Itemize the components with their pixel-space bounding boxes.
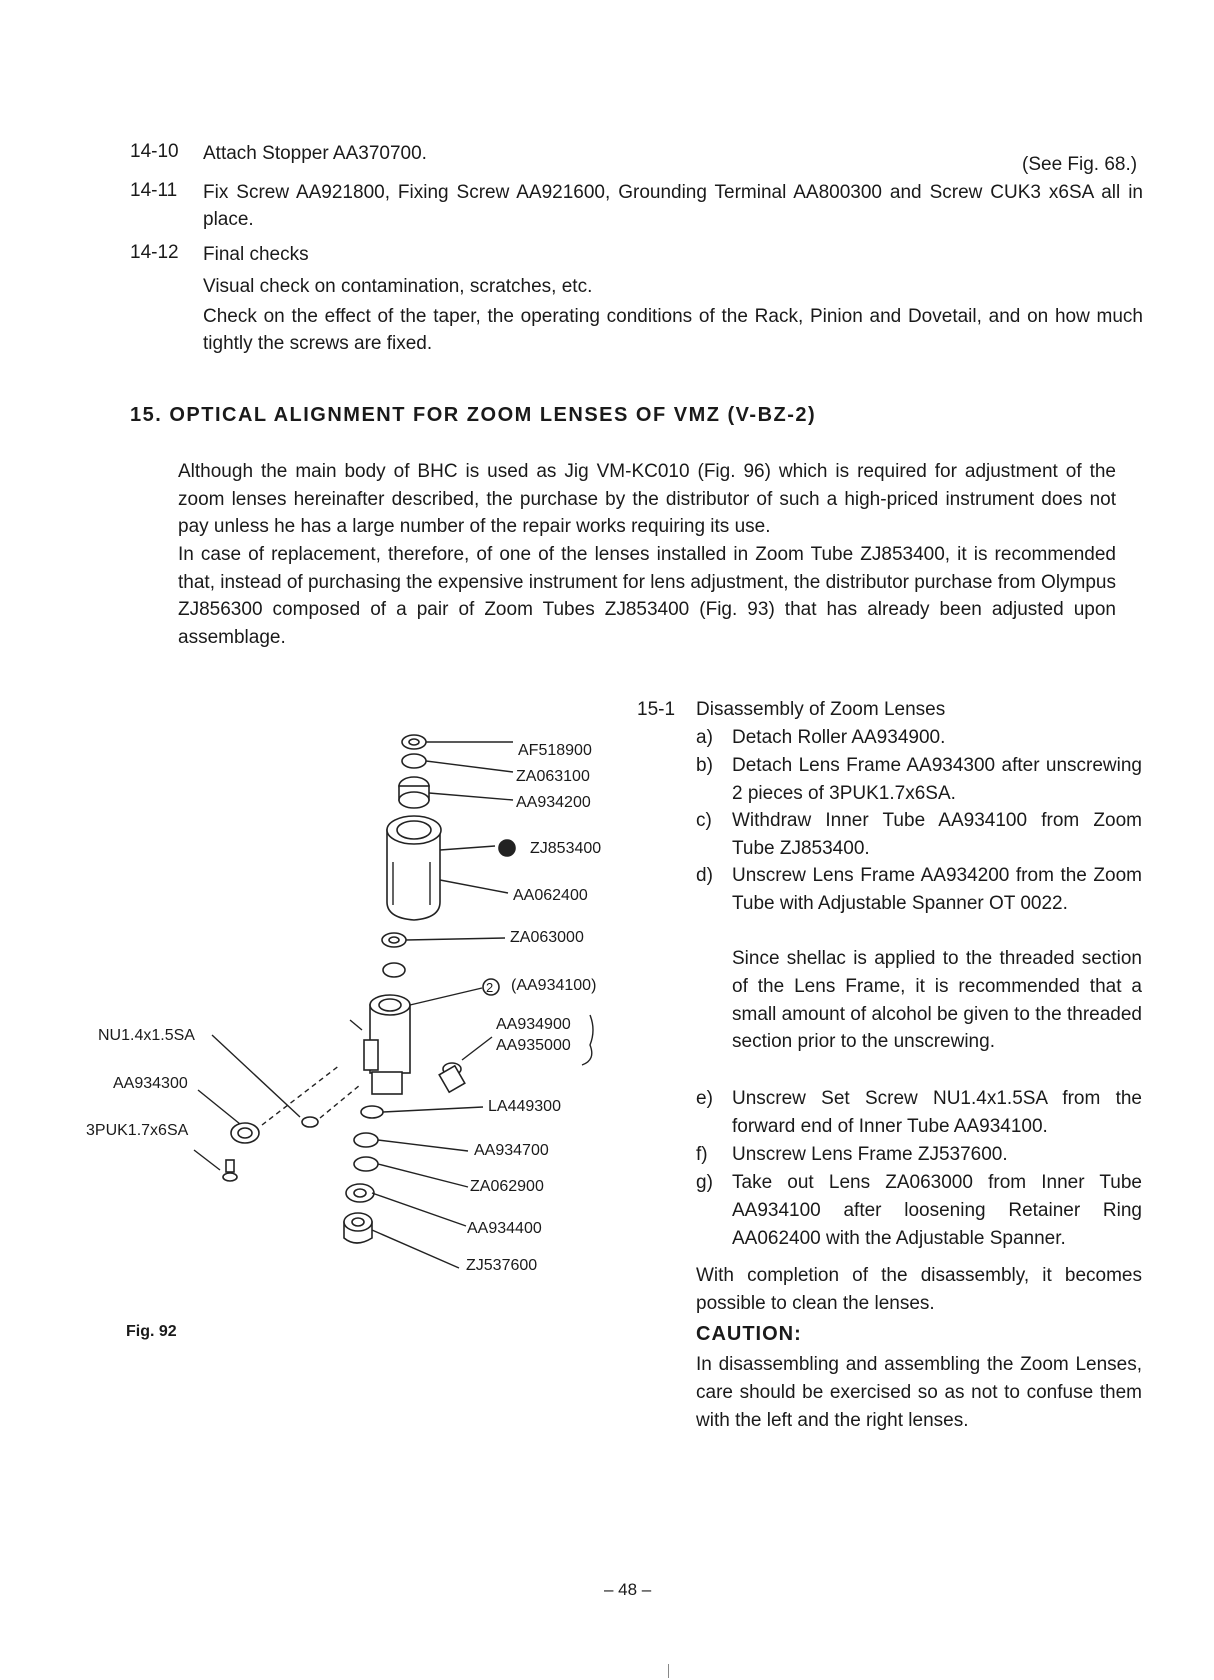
step-line: Check on the effect of the taper, the operating conditions of the Rack, Pinion and Dovetail, and on how much tightly the screws are fixed. — [203, 306, 1143, 354]
step-number: 14-12 — [130, 242, 179, 263]
part-label: ZA063000 — [510, 929, 584, 946]
step-text: Attach Stopper AA370700. — [203, 143, 427, 164]
part-label: (AA934100) — [511, 977, 597, 994]
item-letter: f) — [696, 1144, 708, 1165]
figure-reference: (See Fig. 68.) — [1022, 154, 1138, 175]
section-paragraph: In case of replacement, therefore, of one of the lenses installed in Zoom Tube ZJ853400, it is recommended that, instead of purchasing the expensive instrument for lens adjustment, the distributor purchase from Olympus ZJ856300 composed of a pair of Zoom Tubes ZJ853400 (Fig. 93) that has already been adjusted upon assemblage. — [178, 544, 1116, 648]
part-label: ZJ537600 — [466, 1257, 538, 1274]
part-label: AA062400 — [513, 887, 588, 904]
section-heading: 15. OPTICAL ALIGNMENT FOR ZOOM LENSES OF VMZ (V-BZ-2) — [130, 404, 817, 426]
scan-mark — [668, 1664, 669, 1678]
part-label: ZA062900 — [470, 1178, 544, 1195]
part-label: 3PUK1.7x6SA — [86, 1122, 189, 1139]
item-letter: c) — [696, 810, 712, 831]
quantity-marker: 2 — [486, 980, 494, 995]
part-label: LA449300 — [488, 1098, 561, 1115]
item-letter: a) — [696, 727, 713, 748]
step-title: Final checks — [203, 244, 309, 265]
item-text: Unscrew Lens Frame AA934200 from the Zoom Tube with Adjustable Spanner OT 0022. — [732, 865, 1142, 914]
item-text: Take out Lens ZA063000 from Inner Tube AA934100 after loosening Retainer Ring AA062400 with the Adjustable Spanner. — [732, 1172, 1142, 1249]
step-number: 14-11 — [130, 180, 178, 201]
item-letter: b) — [696, 755, 713, 776]
part-label: AA934200 — [516, 794, 591, 811]
part-label: AA934300 — [113, 1075, 188, 1092]
item-note: Since shellac is applied to the threaded section of the Lens Frame, it is recommended that a small amount of alcohol be given to the threaded section prior to the unscrewing. — [732, 948, 1142, 1053]
completion-note: With completion of the disassembly, it becomes possible to clean the lenses. — [696, 1265, 1142, 1314]
item-text: Unscrew Lens Frame ZJ537600. — [732, 1144, 1008, 1165]
caution-title: CAUTION: — [696, 1323, 802, 1345]
figure-caption: Fig. 92 — [126, 1323, 177, 1340]
page-number: – 48 – — [604, 1580, 652, 1599]
part-label: AF518900 — [518, 742, 592, 759]
item-letter: g) — [696, 1172, 713, 1193]
part-label: AA934900 — [496, 1016, 571, 1033]
step-line: Visual check on contamination, scratches, etc. — [203, 276, 593, 297]
subsection-number: 15-1 — [637, 699, 676, 720]
part-label: ZJ853400 — [530, 840, 602, 857]
item-text: Unscrew Set Screw NU1.4x1.5SA from the forward end of Inner Tube AA934100. — [732, 1088, 1142, 1137]
caution-text: In disassembling and assembling the Zoom Lenses, care should be exercised so as not to confuse them with the left and the right lenses. — [696, 1354, 1142, 1431]
part-label: NU1.4x1.5SA — [98, 1027, 195, 1044]
part-label: AA935000 — [496, 1037, 571, 1054]
step-text: Fix Screw AA921800, Fixing Screw AA921600, Grounding Terminal AA800300 and Screw CUK3 x6SA all in place. — [203, 182, 1143, 230]
item-text: Detach Roller AA934900. — [732, 727, 946, 748]
item-letter: d) — [696, 865, 713, 886]
section-paragraph: Although the main body of BHC is used as Jig VM-KC010 (Fig. 96) which is required for adjustment of the zoom lenses hereinafter described, the purchase by the distributor of such a high-priced instrument does not pay unless he has a large number of the repair works requiring its use. — [178, 461, 1116, 537]
subsection-title: Disassembly of Zoom Lenses — [696, 699, 946, 720]
part-label: AA934400 — [467, 1220, 542, 1237]
step-number: 14-10 — [130, 141, 179, 162]
item-text: Detach Lens Frame AA934300 after unscrewing 2 pieces of 3PUK1.7x6SA. — [732, 755, 1142, 804]
item-text: Withdraw Inner Tube AA934100 from Zoom Tube ZJ853400. — [732, 810, 1142, 859]
item-letter: e) — [696, 1088, 713, 1109]
part-label: ZA063100 — [516, 768, 590, 785]
part-label: AA934700 — [474, 1142, 549, 1159]
